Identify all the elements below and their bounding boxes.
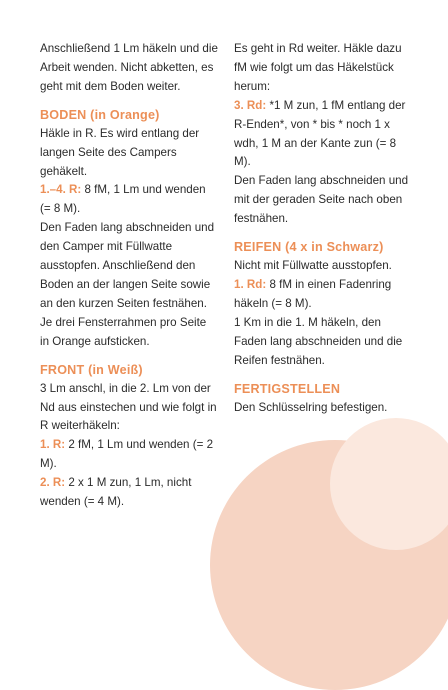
front-finish-paragraph: Den Faden lang abschneiden und mit der geraden Seite nach oben festnähen.: [234, 174, 409, 226]
front-row-1-instruction: [40, 436, 218, 474]
intro-paragraph: Anschließend 1 Lm häkeln und die Arbeit wenden. Nicht abketten, es geht mit dem Boden weiter.: [40, 42, 218, 93]
section-heading-boden: BODEN (in Orange): [40, 107, 160, 122]
round-3-instruction: [234, 97, 416, 173]
reifen-paragraph-1: Nicht mit Füllwatte ausstopfen.: [234, 259, 392, 273]
front-row-2-instruction: [40, 474, 218, 512]
front-paragraph-1: 3 Lm anschl, in die 2. Lm von der Nd aus einstechen und wie folgt in R weiterhäkeln:: [40, 381, 217, 433]
fertigstellen-paragraph: Den Schlüsselring befestigen.: [234, 400, 388, 414]
right-column: [234, 40, 416, 417]
front-continued-paragraph: Es geht in Rd weiter. Häkle dazu fM wie folgt um das Häkelstück herum:: [234, 42, 402, 93]
round-text: 8 fM in einen Fadenring häkeln (= 8 M).: [234, 277, 392, 310]
round-label: 1. Rd:: [234, 277, 267, 291]
row-text: 2 x 1 M zun, 1 Lm, nicht wenden (= 4 M).: [40, 476, 192, 509]
row-label: 2. R:: [40, 476, 66, 490]
boden-paragraph-2: Den Faden lang abschneiden und den Camper mit Füllwatte ausstopfen. Anschließend den Boden an der langen Seite sowie an den kurzen Seiten festnähen. Je drei Fensterrahmen pro Seite in Orange aufsticken.: [40, 221, 215, 348]
left-column: [40, 40, 218, 512]
round-label: 3. Rd:: [234, 98, 267, 112]
round-text: *1 M zun, 1 fM entlang der R-Enden*, von * bis * noch 1 x wdh, 1 M an der Kante zun (= 8 M).: [234, 98, 406, 169]
row-text: 8 fM, 1 Lm und wenden (= 8 M).: [40, 183, 206, 216]
boden-paragraph-1: Häkle in R. Es wird entlang der langen Seite des Campers gehäkelt.: [40, 126, 200, 178]
row-text: 2 fM, 1 Lm und wenden (= 2 M).: [40, 438, 214, 471]
row-label: 1.–4. R:: [40, 183, 82, 197]
reifen-paragraph-2: 1 Km in die 1. M häkeln, den Faden lang abschneiden und die Reifen festnähen.: [234, 315, 403, 367]
section-heading-fertigstellen: FERTIGSTELLEN: [234, 381, 341, 396]
section-heading-reifen: REIFEN (4 x in Schwarz): [234, 240, 384, 255]
reifen-round-1-instruction: [234, 276, 416, 314]
boden-row-instruction: [40, 181, 218, 219]
row-label: 1. R:: [40, 438, 66, 452]
section-heading-front: FRONT (in Weiß): [40, 362, 143, 377]
